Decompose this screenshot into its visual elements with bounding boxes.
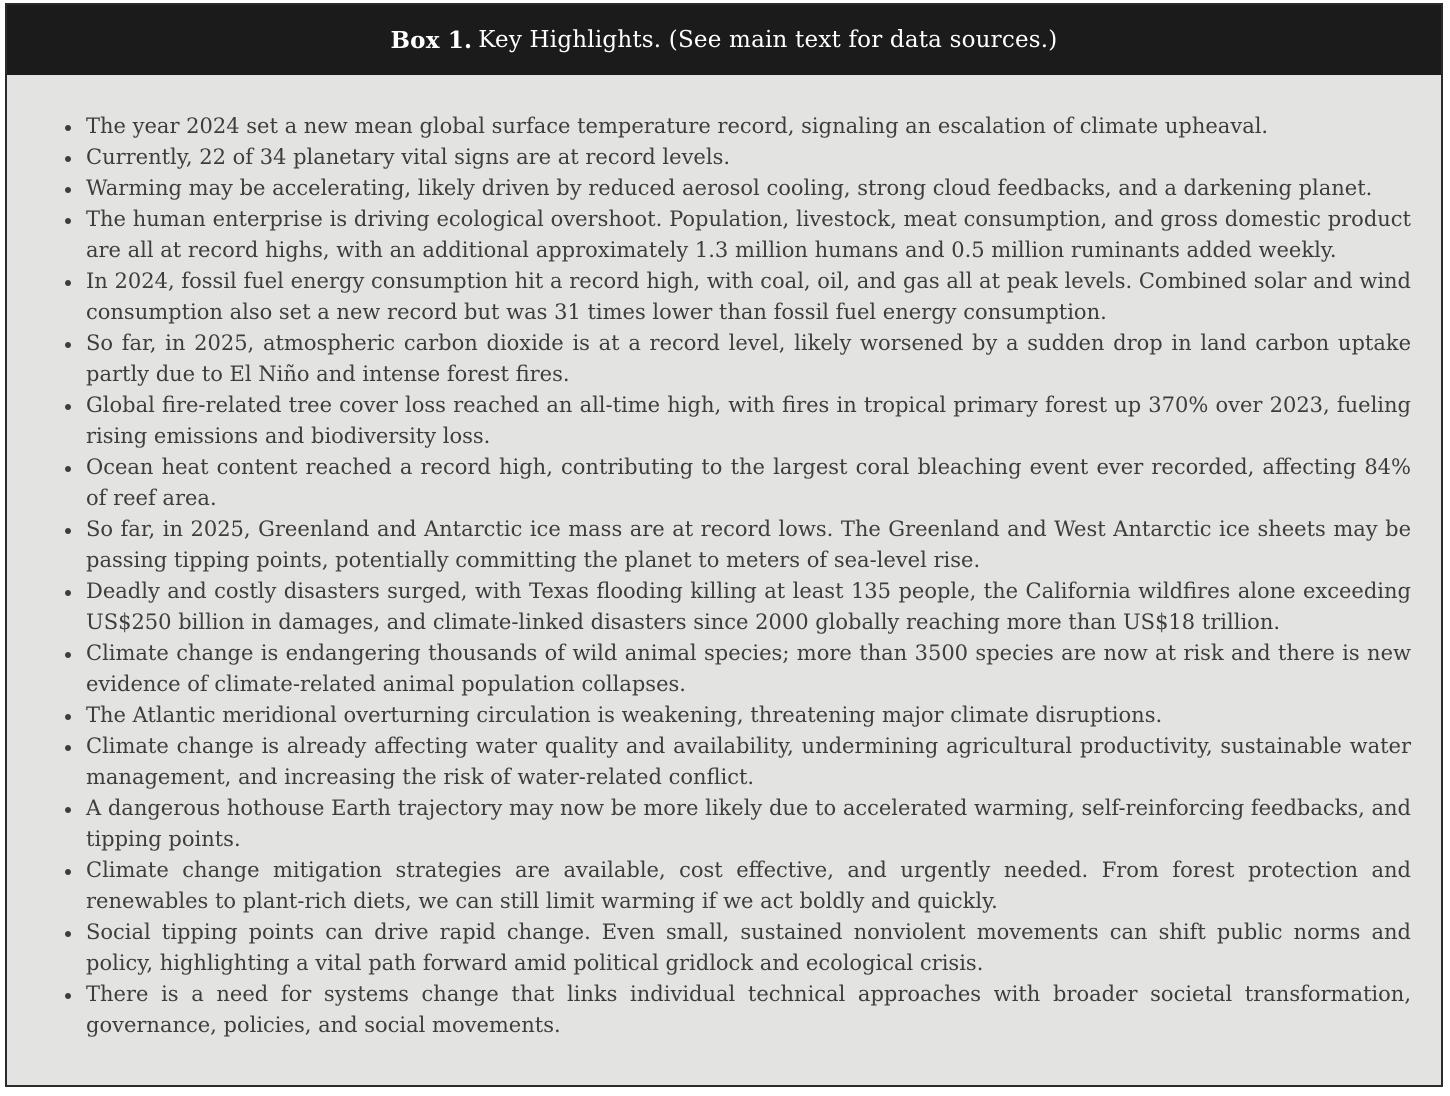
box-body bbox=[7, 75, 1441, 1085]
highlights-box bbox=[5, 3, 1443, 1087]
bullet-item: • The human enterprise is driving ecological overshoot. Population, livestock, meat consumption, and gross domestic product are all at record highs, with an additional approximately 1.3 million humans and 0.5 million ruminants added weekly. bbox=[83, 204, 1411, 266]
bullet-item: • Warming may be accelerating, likely driven by reduced aerosol cooling, strong cloud feedbacks, and a darkening planet. bbox=[83, 173, 1411, 204]
bullet-item: • Climate change is already affecting water quality and availability, undermining agricultural productivity, sustainable water management, and increasing the risk of water-related conflict. bbox=[83, 731, 1411, 793]
bullet-item: • The Atlantic meridional overturning circulation is weakening, threatening major climate disruptions. bbox=[83, 700, 1411, 731]
bullet-item: • Ocean heat content reached a record high, contributing to the largest coral bleaching event ever recorded, affecting 84% of reef area. bbox=[83, 452, 1411, 514]
bullet-item: • So far, in 2025, atmospheric carbon dioxide is at a record level, likely worsened by a sudden drop in land carbon uptake partly due to El Niño and intense forest fires. bbox=[83, 328, 1411, 390]
highlights-list bbox=[37, 111, 1411, 1041]
bullet-item: • Social tipping points can drive rapid change. Even small, sustained nonviolent movements can shift public norms and policy, highlighting a vital path forward amid political gridlock and ecological crisis. bbox=[83, 917, 1411, 979]
bullet-item: • The year 2024 set a new mean global surface temperature record, signaling an escalation of climate upheaval. bbox=[83, 111, 1411, 142]
bullet-item: • Global fire-related tree cover loss reached an all-time high, with fires in tropical primary forest up 370% over 2023, fueling rising emissions and biodiversity loss. bbox=[83, 390, 1411, 452]
bullet-item: • So far, in 2025, Greenland and Antarctic ice mass are at record lows. The Greenland and West Antarctic ice sheets may be passing tipping points, potentially committing the planet to meters of sea-level rise. bbox=[83, 514, 1411, 576]
bullet-item: • A dangerous hothouse Earth trajectory may now be more likely due to accelerated warming, self-reinforcing feedbacks, and tipping points. bbox=[83, 793, 1411, 855]
bullet-item: • Currently, 22 of 34 planetary vital signs are at record levels. bbox=[83, 142, 1411, 173]
bullet-item: • In 2024, fossil fuel energy consumption hit a record high, with coal, oil, and gas all at peak levels. Combined solar and wind consumption also set a new record but was 31 times lower than fossil fuel energy consumption. bbox=[83, 266, 1411, 328]
bullet-item: • Climate change mitigation strategies are available, cost effective, and urgently needed. From forest protection and renewables to plant-rich diets, we can still limit warming if we act boldly and quickly. bbox=[83, 855, 1411, 917]
bullet-item: • Climate change is endangering thousands of wild animal species; more than 3500 species are now at risk and there is new evidence of climate-related animal population collapses. bbox=[83, 638, 1411, 700]
box-header bbox=[7, 5, 1441, 75]
bullet-item: • Deadly and costly disasters surged, with Texas flooding killing at least 135 people, the California wildfires alone exceeding US$250 billion in damages, and climate-linked disasters since 2000 globally reaching more than US$18 trillion. bbox=[83, 576, 1411, 638]
bullet-item: • There is a need for systems change that links individual technical approaches with broader societal transformation, governance, policies, and social movements. bbox=[83, 979, 1411, 1041]
box-title-text: Key Highlights. (See main text for data sources.) bbox=[478, 27, 1058, 53]
box-title-label: Box 1. bbox=[390, 26, 473, 54]
